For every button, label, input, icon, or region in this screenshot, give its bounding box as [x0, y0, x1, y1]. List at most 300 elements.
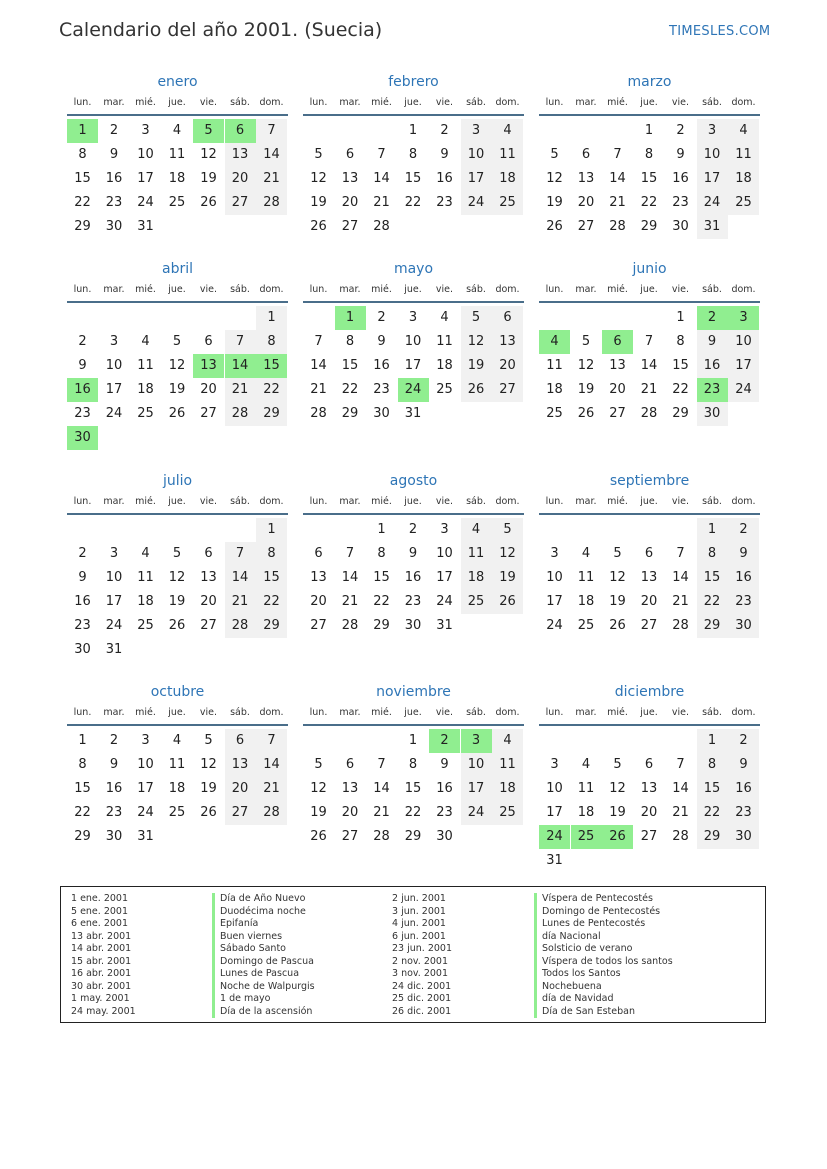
day-cell[interactable]: 4	[172, 123, 182, 138]
day-cell[interactable]: 22	[404, 195, 422, 210]
day-cell[interactable]: 16	[404, 570, 422, 585]
day-cell[interactable]: 10	[728, 330, 759, 354]
day-cell[interactable]: 8	[256, 330, 287, 354]
day-cell[interactable]: 18	[137, 594, 154, 609]
day-cell[interactable]: 7	[225, 542, 256, 566]
day-cell[interactable]: 2	[377, 310, 386, 325]
day-cell[interactable]: 18	[492, 777, 523, 801]
day-cell[interactable]: 1	[408, 733, 418, 748]
day-cell[interactable]: 9	[377, 334, 386, 349]
day-cell[interactable]: 7	[345, 546, 355, 561]
day-cell[interactable]: 27	[200, 618, 217, 633]
day-cell[interactable]: 22	[697, 801, 728, 825]
day-cell[interactable]: 28	[640, 406, 658, 421]
day-cell[interactable]: 1	[67, 119, 98, 143]
day-cell[interactable]: 17	[404, 358, 422, 373]
day-cell[interactable]: 7	[314, 334, 323, 349]
day-cell[interactable]: 28	[256, 801, 287, 825]
day-cell[interactable]: 17	[728, 354, 759, 378]
day-cell[interactable]: 29	[672, 406, 689, 421]
day-cell[interactable]: 20	[225, 777, 256, 801]
day-cell[interactable]: 7	[256, 729, 287, 753]
day-cell[interactable]: 28	[672, 618, 689, 633]
day-cell[interactable]: 23	[373, 382, 390, 397]
day-cell[interactable]: 19	[310, 805, 327, 820]
day-cell[interactable]: 20	[341, 805, 359, 820]
day-cell[interactable]: 19	[609, 805, 626, 820]
day-cell[interactable]: 5	[461, 306, 492, 330]
day-cell[interactable]: 8	[697, 753, 728, 777]
day-cell[interactable]: 1	[335, 306, 366, 330]
day-cell[interactable]: 22	[373, 594, 390, 609]
day-cell[interactable]: 6	[492, 306, 523, 330]
day-cell[interactable]: 13	[492, 330, 523, 354]
day-cell[interactable]: 9	[440, 147, 449, 162]
day-cell[interactable]: 26	[200, 805, 217, 820]
day-cell[interactable]: 27	[310, 618, 327, 633]
day-cell[interactable]: 12	[492, 542, 523, 566]
day-cell[interactable]: 24	[461, 191, 492, 215]
day-cell[interactable]: 16	[105, 781, 123, 796]
day-cell[interactable]: 9	[676, 147, 685, 162]
day-cell[interactable]: 13	[225, 753, 256, 777]
day-cell[interactable]: 25	[728, 191, 759, 215]
day-cell[interactable]: 2	[109, 123, 119, 138]
day-cell[interactable]: 5	[581, 334, 591, 349]
day-cell[interactable]: 27	[492, 378, 523, 402]
day-cell[interactable]: 20	[341, 195, 359, 210]
day-cell[interactable]: 10	[404, 334, 422, 349]
day-cell[interactable]: 21	[373, 195, 390, 210]
day-cell[interactable]: 20	[577, 195, 595, 210]
day-cell[interactable]: 26	[168, 618, 186, 633]
day-cell[interactable]: 16	[74, 594, 91, 609]
day-cell[interactable]: 23	[436, 805, 453, 820]
day-cell[interactable]: 13	[310, 570, 327, 585]
day-cell[interactable]: 8	[676, 334, 685, 349]
day-cell[interactable]: 11	[546, 358, 563, 373]
day-cell[interactable]: 16	[672, 171, 689, 186]
day-cell[interactable]: 11	[577, 781, 595, 796]
day-cell[interactable]: 20	[310, 594, 327, 609]
day-cell[interactable]: 25	[137, 618, 154, 633]
day-cell[interactable]: 22	[404, 805, 422, 820]
day-cell[interactable]: 8	[697, 542, 728, 566]
day-cell[interactable]: 25	[461, 590, 492, 614]
day-cell[interactable]: 13	[200, 570, 217, 585]
day-cell[interactable]: 17	[546, 594, 563, 609]
day-cell[interactable]: 16	[697, 354, 728, 378]
day-cell[interactable]: 11	[492, 753, 523, 777]
day-cell[interactable]: 5	[492, 518, 523, 542]
day-cell[interactable]: 17	[697, 167, 728, 191]
day-cell[interactable]: 28	[609, 219, 626, 234]
day-cell[interactable]: 12	[609, 781, 626, 796]
day-cell[interactable]: 4	[492, 729, 523, 753]
day-cell[interactable]: 7	[225, 330, 256, 354]
day-cell[interactable]: 3	[461, 729, 492, 753]
day-cell[interactable]: 2	[78, 546, 87, 561]
day-cell[interactable]: 5	[314, 147, 323, 162]
day-cell[interactable]: 28	[256, 191, 287, 215]
day-cell[interactable]: 15	[256, 354, 287, 378]
day-cell[interactable]: 19	[492, 566, 523, 590]
day-cell[interactable]: 15	[74, 171, 91, 186]
day-cell[interactable]: 14	[225, 566, 256, 590]
day-cell[interactable]: 2	[78, 334, 87, 349]
day-cell[interactable]: 6	[225, 119, 256, 143]
day-cell[interactable]: 20	[640, 805, 658, 820]
day-cell[interactable]: 28	[341, 618, 359, 633]
day-cell[interactable]: 26	[609, 618, 626, 633]
day-cell[interactable]: 11	[492, 143, 523, 167]
day-cell[interactable]: 25	[492, 801, 523, 825]
day-cell[interactable]: 12	[200, 147, 217, 162]
day-cell[interactable]: 2	[728, 729, 759, 753]
day-cell[interactable]: 14	[341, 570, 359, 585]
day-cell[interactable]: 13	[341, 171, 359, 186]
day-cell[interactable]: 14	[672, 570, 689, 585]
day-cell[interactable]: 15	[404, 171, 422, 186]
day-cell[interactable]: 31	[436, 618, 453, 633]
day-cell[interactable]: 3	[697, 119, 728, 143]
day-cell[interactable]: 25	[168, 805, 186, 820]
day-cell[interactable]: 31	[546, 853, 563, 868]
day-cell[interactable]: 1	[256, 306, 287, 330]
day-cell[interactable]: 30	[74, 642, 91, 657]
day-cell[interactable]: 21	[225, 378, 256, 402]
day-cell[interactable]: 18	[492, 167, 523, 191]
day-cell[interactable]: 21	[373, 805, 390, 820]
day-cell[interactable]: 24	[105, 406, 123, 421]
day-cell[interactable]: 3	[728, 306, 759, 330]
day-cell[interactable]: 10	[436, 546, 453, 561]
day-cell[interactable]: 17	[137, 171, 154, 186]
day-cell[interactable]: 7	[377, 757, 386, 772]
day-cell[interactable]: 3	[141, 123, 150, 138]
day-cell[interactable]: 4	[728, 119, 759, 143]
day-cell[interactable]: 18	[728, 167, 759, 191]
day-cell[interactable]: 9	[78, 570, 87, 585]
day-cell[interactable]: 13	[225, 143, 256, 167]
day-cell[interactable]: 20	[200, 382, 217, 397]
day-cell[interactable]: 29	[341, 406, 359, 421]
day-cell[interactable]: 13	[193, 354, 224, 378]
day-cell[interactable]: 22	[256, 378, 287, 402]
day-cell[interactable]: 30	[728, 825, 759, 849]
day-cell[interactable]: 5	[550, 147, 559, 162]
day-cell[interactable]: 12	[200, 757, 217, 772]
day-cell[interactable]: 9	[728, 542, 759, 566]
day-cell[interactable]: 23	[436, 195, 453, 210]
day-cell[interactable]: 23	[728, 590, 759, 614]
day-cell[interactable]: 12	[461, 330, 492, 354]
day-cell[interactable]: 27	[640, 829, 658, 844]
day-cell[interactable]: 23	[728, 801, 759, 825]
day-cell[interactable]: 1	[676, 310, 685, 325]
day-cell[interactable]: 24	[105, 618, 123, 633]
day-cell[interactable]: 15	[404, 781, 422, 796]
day-cell[interactable]: 14	[256, 143, 287, 167]
day-cell[interactable]: 2	[408, 522, 418, 537]
day-cell[interactable]: 24	[137, 805, 154, 820]
day-cell[interactable]: 7	[256, 119, 287, 143]
day-cell[interactable]: 14	[256, 753, 287, 777]
day-cell[interactable]: 13	[640, 570, 658, 585]
day-cell[interactable]: 1	[697, 729, 728, 753]
day-cell[interactable]: 21	[225, 590, 256, 614]
day-cell[interactable]: 21	[256, 167, 287, 191]
day-cell[interactable]: 14	[672, 781, 689, 796]
day-cell[interactable]: 25	[546, 406, 563, 421]
day-cell[interactable]: 11	[461, 542, 492, 566]
day-cell[interactable]: 15	[373, 570, 390, 585]
day-cell[interactable]: 30	[728, 614, 759, 638]
day-cell[interactable]: 4	[141, 334, 150, 349]
day-cell[interactable]: 10	[461, 143, 492, 167]
day-cell[interactable]: 15	[256, 566, 287, 590]
day-cell[interactable]: 25	[168, 195, 186, 210]
day-cell[interactable]: 6	[225, 729, 256, 753]
day-cell[interactable]: 15	[640, 171, 658, 186]
day-cell[interactable]: 19	[310, 195, 327, 210]
day-cell[interactable]: 31	[697, 215, 728, 239]
day-cell[interactable]: 24	[697, 191, 728, 215]
day-cell[interactable]: 24	[137, 195, 154, 210]
day-cell[interactable]: 30	[697, 402, 728, 426]
day-cell[interactable]: 4	[581, 546, 591, 561]
day-cell[interactable]: 17	[105, 382, 123, 397]
day-cell[interactable]: 5	[314, 757, 323, 772]
day-cell[interactable]: 26	[461, 378, 492, 402]
day-cell[interactable]: 24	[539, 825, 570, 849]
day-cell[interactable]: 15	[697, 566, 728, 590]
day-cell[interactable]: 28	[672, 829, 689, 844]
day-cell[interactable]: 10	[546, 570, 563, 585]
day-cell[interactable]: 5	[172, 546, 182, 561]
day-cell[interactable]: 14	[225, 354, 256, 378]
day-cell[interactable]: 26	[200, 195, 217, 210]
day-cell[interactable]: 12	[310, 781, 327, 796]
day-cell[interactable]: 6	[644, 757, 654, 772]
day-cell[interactable]: 31	[105, 642, 123, 657]
day-cell[interactable]: 6	[345, 757, 355, 772]
day-cell[interactable]: 29	[74, 219, 91, 234]
day-cell[interactable]: 8	[377, 546, 386, 561]
day-cell[interactable]: 3	[461, 119, 492, 143]
day-cell[interactable]: 22	[256, 590, 287, 614]
day-cell[interactable]: 31	[137, 219, 154, 234]
day-cell[interactable]: 30	[373, 406, 390, 421]
day-cell[interactable]: 22	[341, 382, 359, 397]
day-cell[interactable]: 3	[109, 334, 119, 349]
day-cell[interactable]: 2	[440, 123, 449, 138]
day-cell[interactable]: 16	[728, 566, 759, 590]
day-cell[interactable]: 2	[676, 123, 685, 138]
day-cell[interactable]: 9	[109, 147, 119, 162]
day-cell[interactable]: 4	[141, 546, 150, 561]
day-cell[interactable]: 27	[341, 219, 359, 234]
day-cell[interactable]: 1	[78, 733, 87, 748]
day-cell[interactable]: 30	[105, 829, 123, 844]
day-cell[interactable]: 10	[105, 570, 123, 585]
day-cell[interactable]: 3	[408, 310, 418, 325]
day-cell[interactable]: 9	[78, 358, 87, 373]
day-cell[interactable]: 22	[74, 195, 91, 210]
day-cell[interactable]: 14	[310, 358, 327, 373]
day-cell[interactable]: 26	[492, 590, 523, 614]
day-cell[interactable]: 27	[225, 801, 256, 825]
brand-logo[interactable]: TIMESLES.COM	[669, 24, 771, 39]
day-cell[interactable]: 15	[341, 358, 359, 373]
day-cell[interactable]: 9	[440, 757, 449, 772]
day-cell[interactable]: 6	[602, 330, 633, 354]
day-cell[interactable]: 5	[613, 757, 622, 772]
day-cell[interactable]: 8	[408, 147, 418, 162]
day-cell[interactable]: 20	[640, 594, 658, 609]
day-cell[interactable]: 30	[67, 426, 98, 450]
day-cell[interactable]: 29	[74, 829, 91, 844]
day-cell[interactable]: 22	[640, 195, 658, 210]
day-cell[interactable]: 27	[640, 618, 658, 633]
day-cell[interactable]: 27	[200, 406, 217, 421]
day-cell[interactable]: 10	[137, 757, 154, 772]
day-cell[interactable]: 24	[546, 618, 563, 633]
day-cell[interactable]: 18	[436, 358, 453, 373]
day-cell[interactable]: 5	[193, 119, 224, 143]
day-cell[interactable]: 26	[546, 219, 563, 234]
day-cell[interactable]: 23	[105, 195, 123, 210]
day-cell[interactable]: 26	[310, 829, 327, 844]
day-cell[interactable]: 4	[581, 757, 591, 772]
day-cell[interactable]: 20	[492, 354, 523, 378]
day-cell[interactable]: 8	[78, 757, 87, 772]
day-cell[interactable]: 28	[373, 219, 390, 234]
day-cell[interactable]: 16	[436, 171, 453, 186]
day-cell[interactable]: 18	[168, 781, 186, 796]
day-cell[interactable]: 11	[577, 570, 595, 585]
day-cell[interactable]: 23	[74, 618, 91, 633]
day-cell[interactable]: 12	[609, 570, 626, 585]
day-cell[interactable]: 21	[341, 594, 359, 609]
day-cell[interactable]: 17	[461, 167, 492, 191]
day-cell[interactable]: 30	[436, 829, 453, 844]
day-cell[interactable]: 21	[640, 382, 658, 397]
day-cell[interactable]: 14	[373, 781, 390, 796]
day-cell[interactable]: 16	[436, 781, 453, 796]
day-cell[interactable]: 19	[200, 781, 217, 796]
day-cell[interactable]: 28	[225, 614, 256, 638]
day-cell[interactable]: 24	[436, 594, 453, 609]
day-cell[interactable]: 29	[404, 829, 422, 844]
day-cell[interactable]: 18	[577, 594, 595, 609]
day-cell[interactable]: 8	[644, 147, 654, 162]
day-cell[interactable]: 19	[200, 171, 217, 186]
day-cell[interactable]: 19	[546, 195, 563, 210]
day-cell[interactable]: 1	[256, 518, 287, 542]
day-cell[interactable]: 3	[141, 733, 150, 748]
day-cell[interactable]: 23	[404, 594, 422, 609]
day-cell[interactable]: 30	[404, 618, 422, 633]
day-cell[interactable]: 27	[577, 219, 595, 234]
day-cell[interactable]: 1	[377, 522, 386, 537]
day-cell[interactable]: 19	[461, 354, 492, 378]
day-cell[interactable]: 16	[105, 171, 123, 186]
day-cell[interactable]: 19	[577, 382, 595, 397]
day-cell[interactable]: 20	[225, 167, 256, 191]
day-cell[interactable]: 4	[539, 330, 570, 354]
day-cell[interactable]: 20	[200, 594, 217, 609]
day-cell[interactable]: 22	[74, 805, 91, 820]
day-cell[interactable]: 1	[697, 518, 728, 542]
day-cell[interactable]: 21	[609, 195, 626, 210]
day-cell[interactable]: 10	[461, 753, 492, 777]
day-cell[interactable]: 19	[609, 594, 626, 609]
day-cell[interactable]: 13	[341, 781, 359, 796]
day-cell[interactable]: 25	[137, 406, 154, 421]
day-cell[interactable]: 2	[697, 306, 728, 330]
day-cell[interactable]: 21	[310, 382, 327, 397]
day-cell[interactable]: 2	[429, 729, 460, 753]
day-cell[interactable]: 23	[697, 378, 728, 402]
day-cell[interactable]: 26	[168, 406, 186, 421]
day-cell[interactable]: 18	[546, 382, 563, 397]
day-cell[interactable]: 1	[408, 123, 418, 138]
day-cell[interactable]: 13	[577, 171, 595, 186]
day-cell[interactable]: 5	[204, 733, 213, 748]
day-cell[interactable]: 7	[644, 334, 654, 349]
day-cell[interactable]: 8	[345, 334, 355, 349]
day-cell[interactable]: 17	[546, 805, 563, 820]
day-cell[interactable]: 18	[168, 171, 186, 186]
day-cell[interactable]: 8	[78, 147, 87, 162]
day-cell[interactable]: 4	[172, 733, 182, 748]
day-cell[interactable]: 15	[672, 358, 689, 373]
day-cell[interactable]: 25	[436, 382, 453, 397]
day-cell[interactable]: 6	[644, 546, 654, 561]
day-cell[interactable]: 3	[550, 757, 559, 772]
day-cell[interactable]: 25	[577, 618, 595, 633]
day-cell[interactable]: 26	[602, 825, 633, 849]
day-cell[interactable]: 5	[172, 334, 182, 349]
day-cell[interactable]: 27	[341, 829, 359, 844]
day-cell[interactable]: 10	[105, 358, 123, 373]
day-cell[interactable]: 17	[436, 570, 453, 585]
day-cell[interactable]: 9	[109, 757, 119, 772]
day-cell[interactable]: 28	[225, 402, 256, 426]
day-cell[interactable]: 26	[577, 406, 595, 421]
day-cell[interactable]: 21	[672, 805, 689, 820]
day-cell[interactable]: 19	[168, 382, 186, 397]
day-cell[interactable]: 6	[345, 147, 355, 162]
day-cell[interactable]: 25	[492, 191, 523, 215]
day-cell[interactable]: 24	[461, 801, 492, 825]
day-cell[interactable]: 25	[571, 825, 602, 849]
day-cell[interactable]: 3	[440, 522, 449, 537]
day-cell[interactable]: 29	[697, 825, 728, 849]
day-cell[interactable]: 31	[137, 829, 154, 844]
day-cell[interactable]: 24	[728, 378, 759, 402]
day-cell[interactable]: 18	[577, 805, 595, 820]
day-cell[interactable]: 4	[492, 119, 523, 143]
day-cell[interactable]: 11	[168, 147, 186, 162]
day-cell[interactable]: 1	[644, 123, 654, 138]
day-cell[interactable]: 26	[310, 219, 327, 234]
day-cell[interactable]: 2	[109, 733, 119, 748]
day-cell[interactable]: 12	[168, 570, 186, 585]
day-cell[interactable]: 18	[461, 566, 492, 590]
day-cell[interactable]: 11	[137, 570, 154, 585]
